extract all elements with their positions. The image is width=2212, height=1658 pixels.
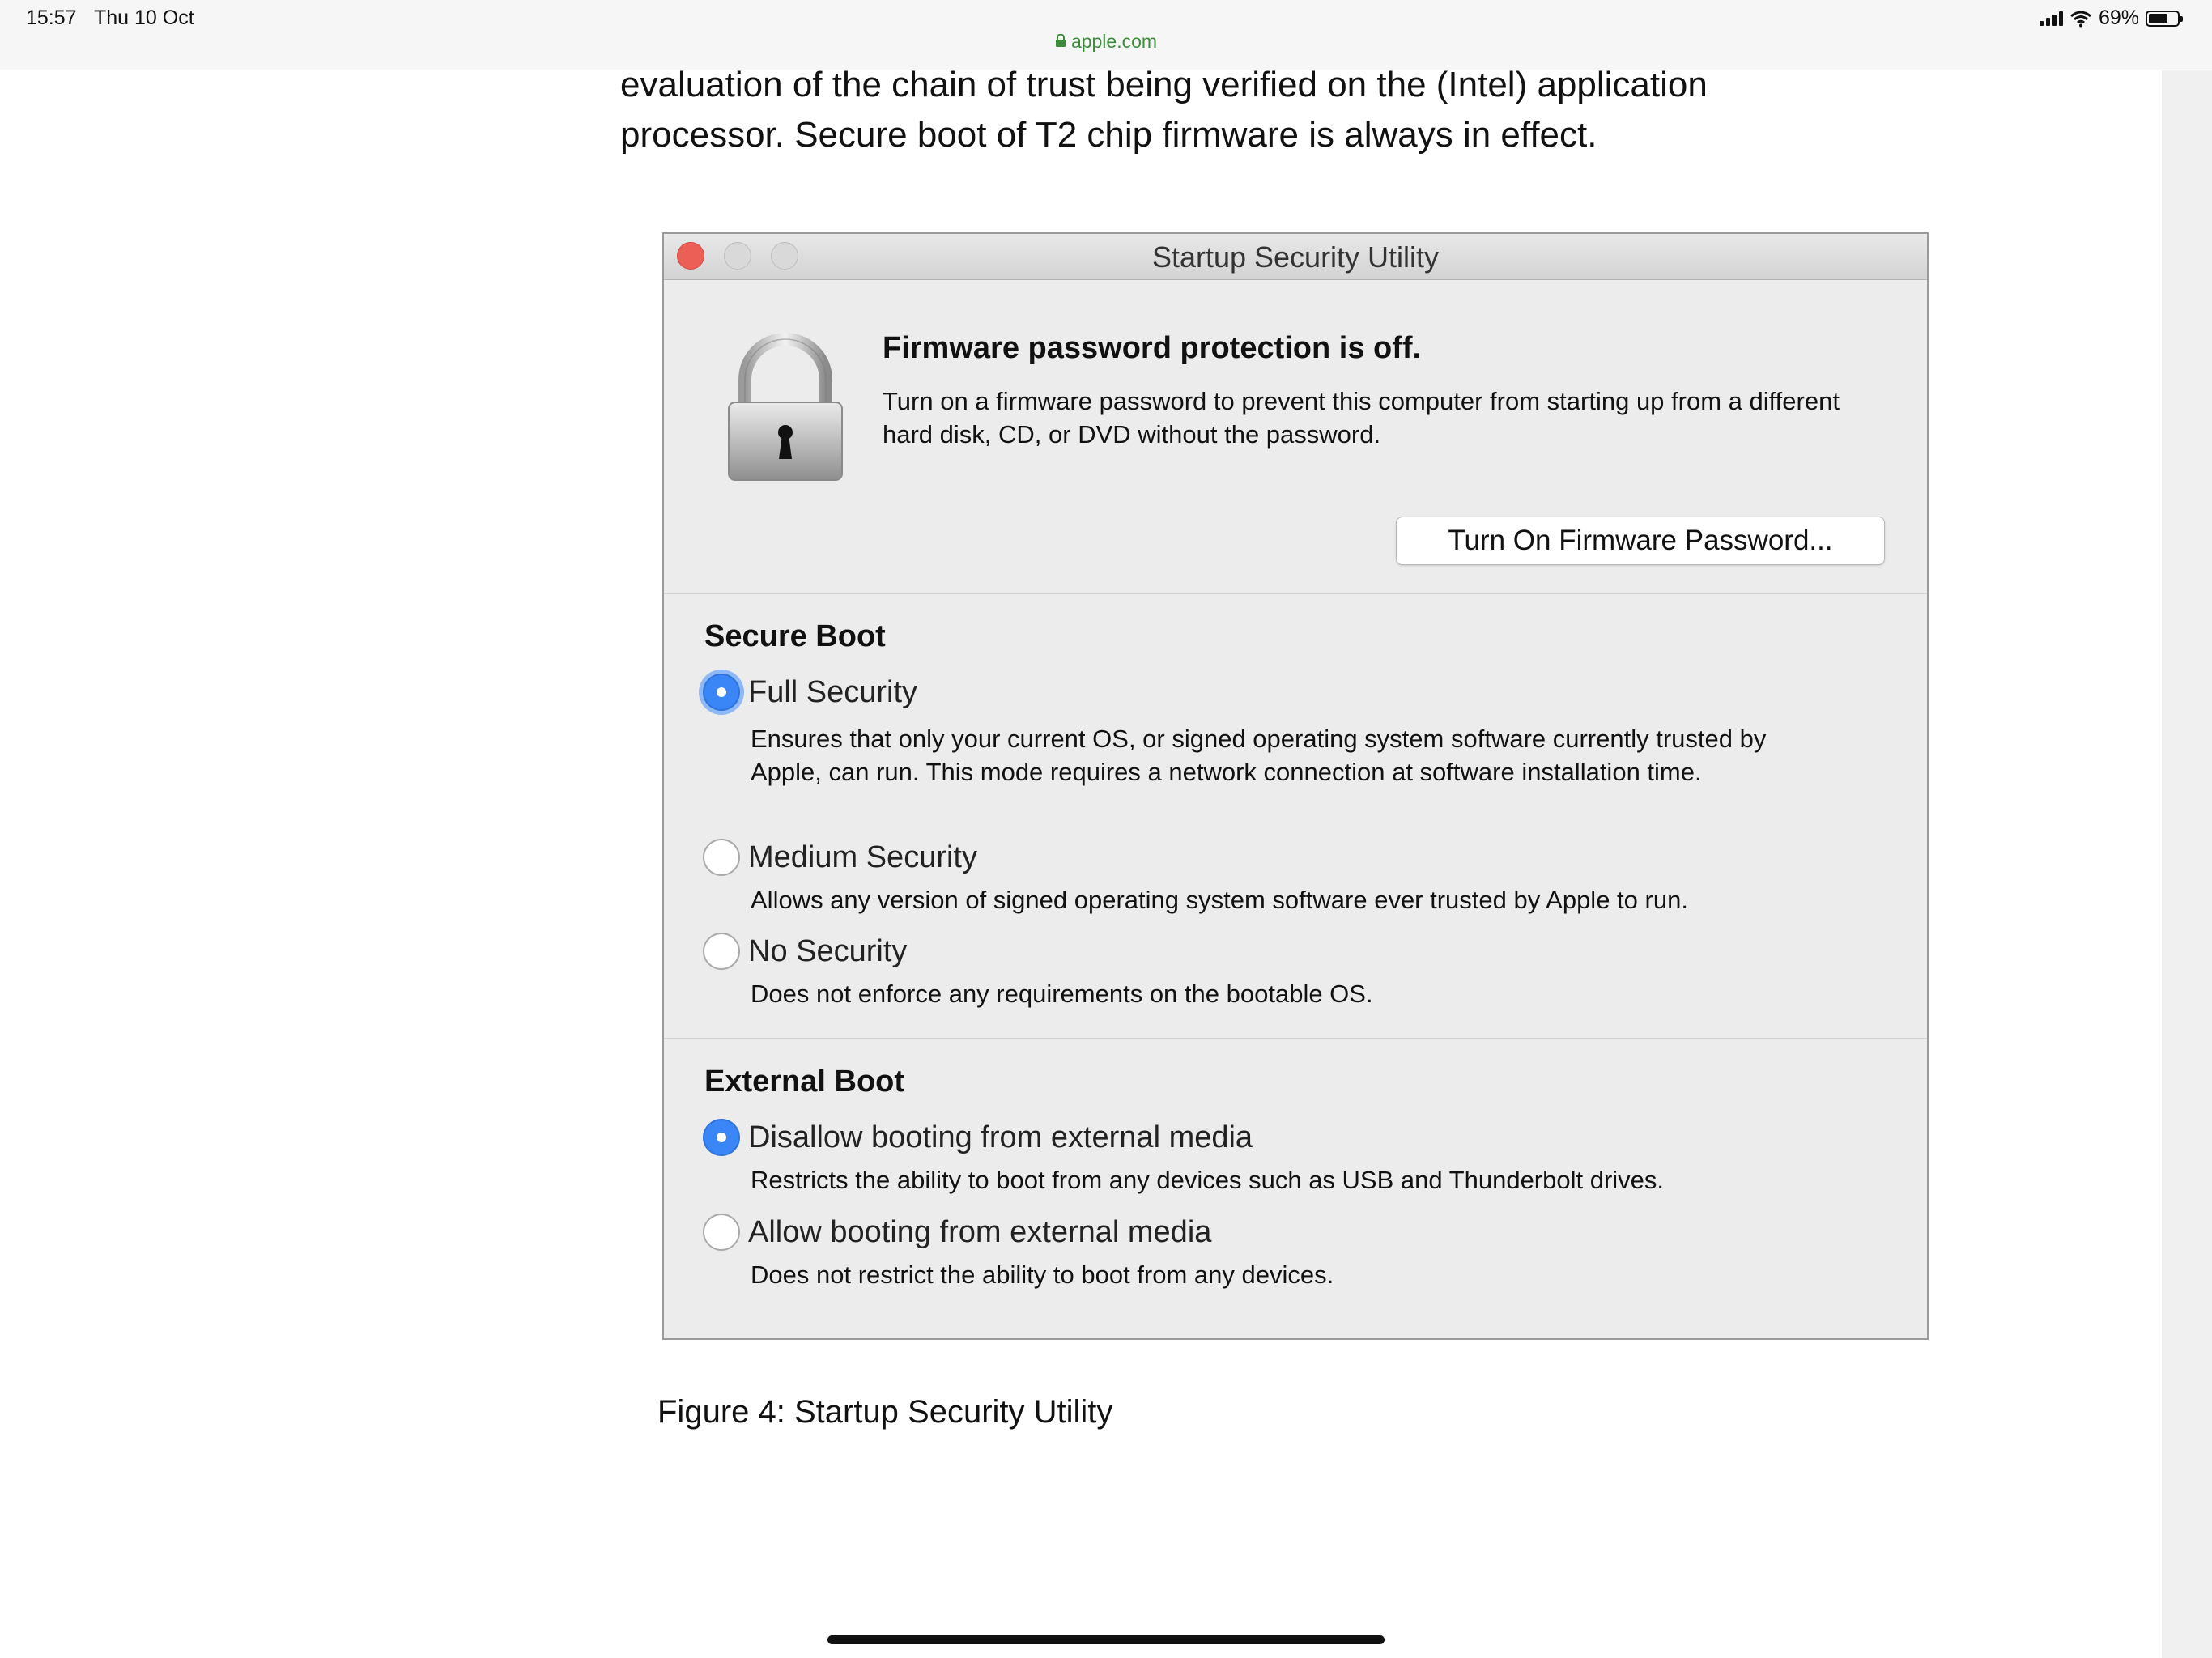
medium-security-label[interactable]: Medium Security bbox=[748, 840, 977, 874]
home-indicator[interactable] bbox=[827, 1635, 1385, 1644]
disallow-external-boot-label[interactable]: Disallow booting from external media bbox=[748, 1120, 1253, 1154]
cellular-signal-icon bbox=[2040, 11, 2063, 26]
wifi-icon bbox=[2069, 10, 2092, 28]
full-security-label[interactable]: Full Security bbox=[748, 675, 918, 709]
address-bar[interactable] bbox=[0, 31, 2212, 53]
window-title: Startup Security Utility bbox=[1151, 240, 1440, 274]
battery-level bbox=[2149, 14, 2167, 23]
section-divider bbox=[664, 1038, 1927, 1039]
lock-icon bbox=[1055, 31, 1066, 53]
battery-percent: 69% bbox=[2098, 6, 2139, 29]
secure-boot-title: Secure Boot bbox=[704, 619, 886, 653]
no-security-radio[interactable] bbox=[703, 933, 740, 970]
no-security-description: Does not enforce any requirements on the bootable OS. bbox=[751, 980, 1373, 1008]
allow-external-boot-label[interactable]: Allow booting from external media bbox=[748, 1215, 1212, 1249]
window-titlebar bbox=[664, 234, 1927, 280]
section-divider bbox=[664, 593, 1927, 594]
figure-caption: Figure 4: Startup Security Utility bbox=[657, 1394, 1113, 1430]
startup-security-window bbox=[662, 232, 1929, 1340]
allow-external-boot-description: Does not restrict the ability to boot from any devices. bbox=[751, 1261, 1334, 1289]
status-date: Thu 10 Oct bbox=[94, 6, 194, 29]
full-security-radio[interactable] bbox=[703, 674, 740, 711]
no-security-label[interactable]: No Security bbox=[748, 934, 908, 968]
full-security-description: Ensures that only your current OS, or signed operating system software currently trusted by Apple, can run. This mode requires a network connection at software installation time. bbox=[751, 725, 1767, 786]
medium-security-radio[interactable] bbox=[703, 839, 740, 876]
disallow-external-boot-description: Restricts the ability to boot from any devices such as USB and Thunderbolt drives. bbox=[751, 1166, 1665, 1194]
battery-icon bbox=[2146, 11, 2180, 27]
scroll-gutter bbox=[2162, 70, 2212, 1658]
turn-on-firmware-password-button[interactable]: Turn On Firmware Password... bbox=[1396, 517, 1885, 565]
firmware-description: Turn on a firmware password to prevent this computer from starting up from a different hard disk, CD, or DVD without the password. bbox=[883, 387, 1840, 449]
external-boot-title: External Boot bbox=[704, 1065, 905, 1099]
padlock-icon bbox=[721, 331, 850, 485]
status-indicators bbox=[2040, 6, 2180, 30]
disallow-external-boot-radio[interactable] bbox=[703, 1119, 740, 1156]
article-paragraph: evaluation of the chain of trust being verified on the (Intel) application processor. Secure boot of T2 chip firmware is always in effect. bbox=[620, 65, 1708, 155]
firmware-status-heading: Firmware password protection is off. bbox=[883, 331, 1422, 365]
url-text: apple.com bbox=[1070, 31, 1158, 52]
status-time: 15:57 bbox=[26, 6, 77, 29]
medium-security-description: Allows any version of signed operating system software ever trusted by Apple to run. bbox=[751, 886, 1688, 914]
allow-external-boot-radio[interactable] bbox=[703, 1214, 740, 1251]
